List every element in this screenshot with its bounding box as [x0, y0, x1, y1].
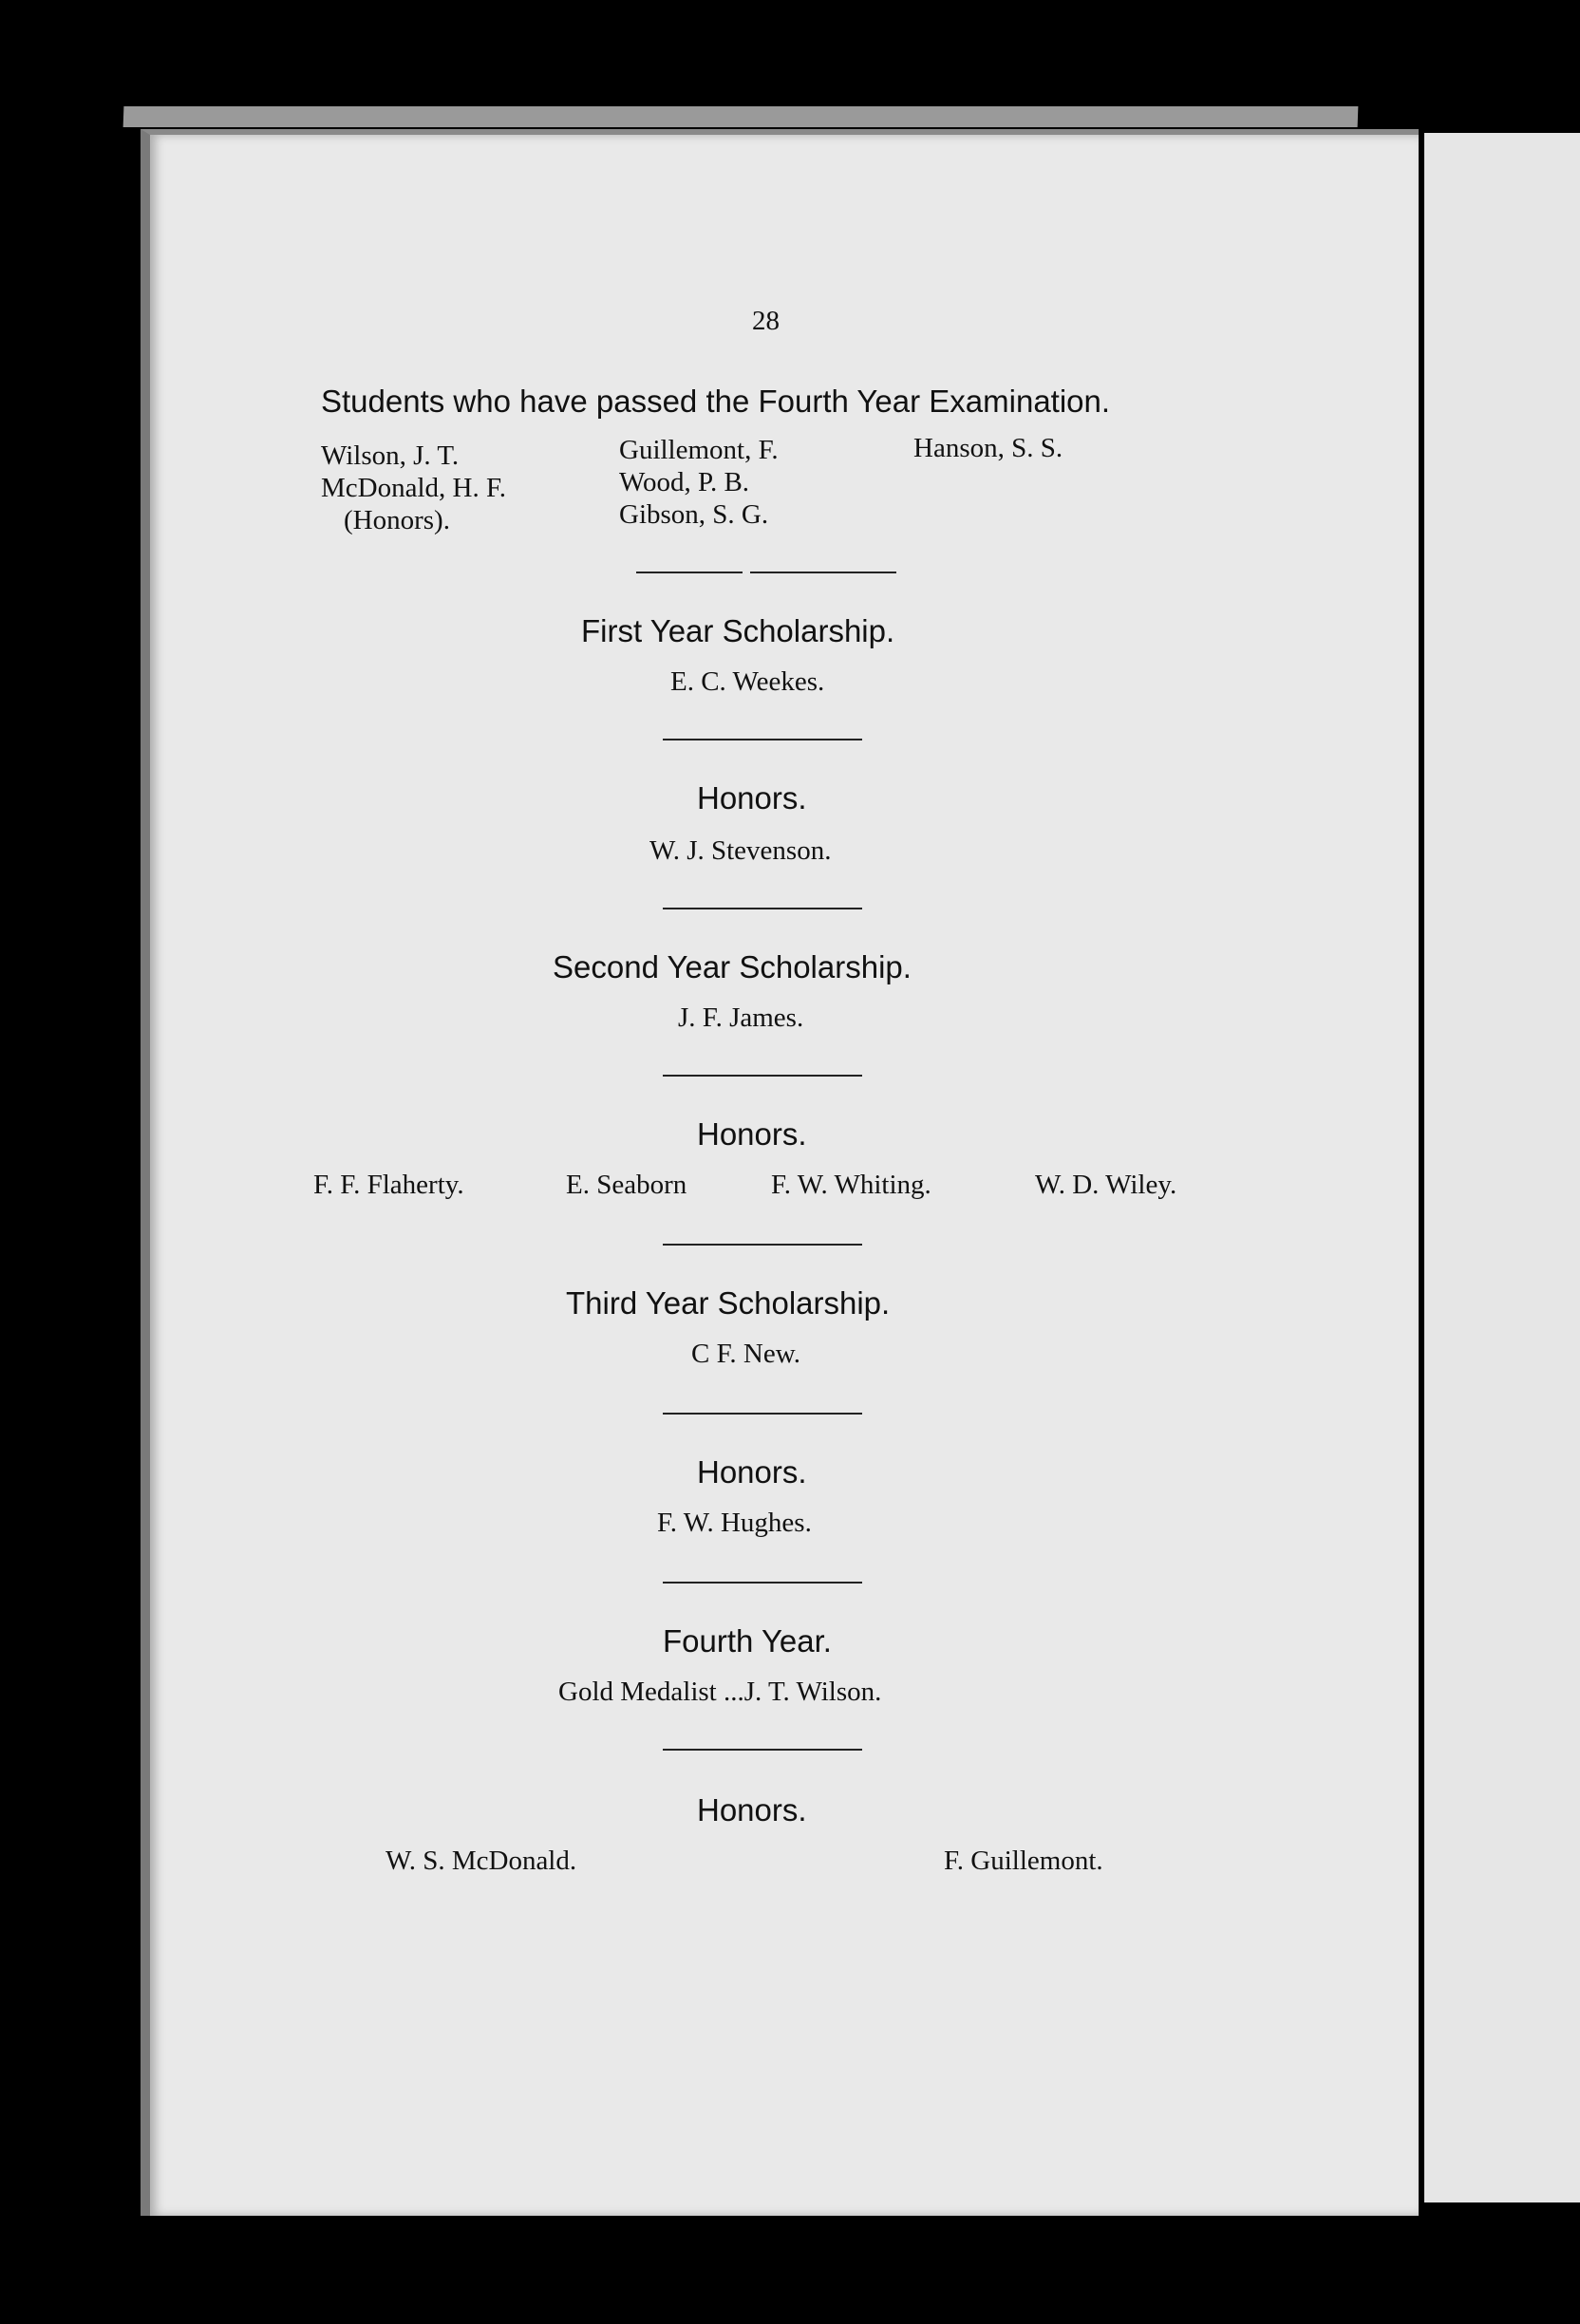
third-year-winner: C F. New. [691, 1339, 801, 1369]
third-year-honors-title: Honors. [697, 1454, 807, 1490]
page-top-edge [123, 106, 1359, 127]
second-year-honors-title: Honors. [697, 1116, 807, 1152]
divider-6 [663, 1413, 862, 1415]
first-year-honors-name: W. J. Stevenson. [649, 835, 832, 866]
fourth-year-honors-1: W. S. McDonald. [386, 1846, 577, 1876]
fourth-year-honors-2: F. Guillemont. [944, 1846, 1103, 1876]
exam-col1-line3: (Honors). [344, 505, 450, 535]
exam-col1-line1: Wilson, J. T. [321, 440, 460, 471]
second-year-winner: J. F. James. [678, 1003, 804, 1033]
divider-2 [663, 739, 862, 740]
third-year-honors-name: F. W. Hughes. [657, 1508, 812, 1538]
exam-col2-line1: Guillemont, F. [619, 435, 779, 465]
exam-col2-line2: Wood, P. B. [619, 467, 750, 497]
divider-1a [636, 572, 743, 573]
divider-4 [663, 1075, 862, 1077]
divider-1b [750, 572, 896, 573]
divider-5 [663, 1244, 862, 1246]
second-year-honors-2: E. Seaborn [566, 1170, 687, 1200]
first-year-title: First Year Scholarship. [581, 613, 895, 648]
third-year-title: Third Year Scholarship. [566, 1285, 891, 1321]
second-year-title: Second Year Scholarship. [553, 949, 912, 984]
fourth-year-honors-title: Honors. [697, 1792, 807, 1827]
fourth-year-title: Fourth Year. [663, 1623, 832, 1659]
second-year-honors-1: F. F. Flaherty. [313, 1170, 464, 1200]
second-year-honors-3: F. W. Whiting. [771, 1170, 931, 1200]
divider-3 [663, 908, 862, 909]
exam-col3-line1: Hanson, S. S. [913, 433, 1063, 463]
first-year-honors-title: Honors. [697, 780, 807, 815]
first-year-winner: E. C. Weekes. [670, 666, 825, 697]
divider-7 [663, 1582, 862, 1584]
second-year-honors-4: W. D. Wiley. [1035, 1170, 1177, 1200]
divider-8 [663, 1749, 862, 1751]
gold-medalist-line: Gold Medalist ...J. T. Wilson. [558, 1677, 882, 1707]
fourth-exam-title: Students who have passed the Fourth Year Examination. [321, 384, 1111, 419]
document-page [141, 129, 1419, 2216]
exam-col2-line3: Gibson, S. G. [619, 499, 769, 530]
page-number: 28 [752, 306, 780, 336]
facing-page-edge [1424, 133, 1580, 2202]
exam-col1-line2: McDonald, H. F. [321, 473, 507, 503]
